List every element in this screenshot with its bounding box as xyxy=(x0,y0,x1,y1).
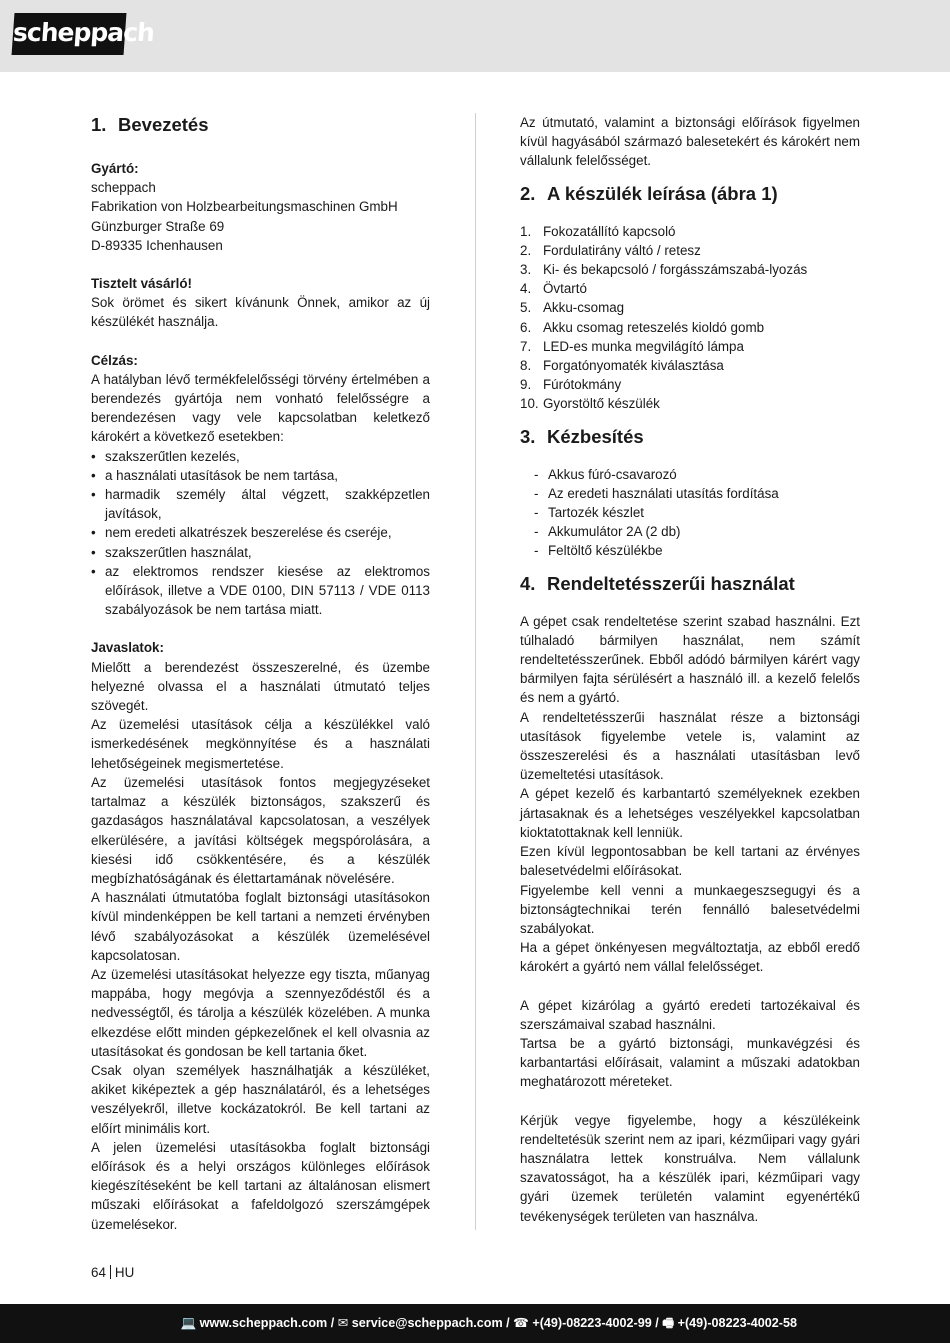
use-paragraph: Ha a gépet önkényesen megváltoztatja, az ebből eredő károkért a gyártó nem vállal felelősséget. xyxy=(520,940,860,975)
liability-intro: Az útmutató, valamint a biztonsági előírások figyelmen kívül hagyásából származó balesetekért és károkért nem vállalunk felelősséget. xyxy=(520,115,860,169)
list-item: - Akkus fúró-csavarozó xyxy=(534,465,860,484)
use-paragraph: A gépet kezelő és karbantartó személyeknek ezekben jártasaknak és a lehetséges veszélyekkel kapcsolatban kioktatottaknak kell lenniük. xyxy=(520,786,860,840)
contact-info: 💻 www.scheppach.com / ✉ service@scheppach.com / ☎ +(49)-08223-4002-99 / 🖷 +(49)-08223-4002-58 xyxy=(180,1316,797,1330)
advice-paragraph: Csak olyan személyek használhatják a készüléket, akiket kiképeztek a gép használatáról, és a lehetséges veszélyekről, illetve kockázatokról. Be kell tartani az előírt minimális kort. xyxy=(91,1062,430,1136)
list-item: • harmadik személy által végzett, szakképzetlen javítások, xyxy=(91,485,430,523)
left-column xyxy=(91,113,430,1234)
page-number: 64 HU xyxy=(91,1265,135,1280)
scheppach-logo: scheppach xyxy=(12,13,127,55)
list-item: • nem eredeti alkatrészek beszerelése és cseréje, xyxy=(91,523,430,542)
list-item: • a használati utasítások be nem tartása, xyxy=(91,466,430,485)
list-item: • szakszerűtlen használat, xyxy=(91,543,430,562)
list-item: - Tartozék készlet xyxy=(534,503,860,522)
list-item: 3. Ki- és bekapcsoló / forgásszámszabá-lyozás xyxy=(520,262,808,278)
list-item: - Az eredeti használati utasítás fordítása xyxy=(534,484,860,503)
list-item: 4. Övtartó xyxy=(520,281,587,297)
list-item: 6. Akku csomag reteszelés kioldó gomb xyxy=(520,319,765,335)
use-paragraph: Ezen kívül legpontosabban be kell tartani az érvényes balesetvédelmi előírásokat. xyxy=(520,844,860,879)
use-paragraph: Tartsa be a gyártó biztonsági, munkavégzési és karbantartási előírásait, valamint a műszaki adatokban meghatározott méreteket. xyxy=(520,1035,860,1090)
advice-paragraph: A jelen üzemelési utasításokba foglalt biztonsági előírások és a helyi országos különleges előírások kiegészítéseként be kell tartani az általánosan elismert műszaki előírásokat a fafeldolgozó szerszámgépek üzemelésekor. xyxy=(91,1139,430,1232)
advice-paragraph: Az üzemelési utasítások célja a készülékkel való ismerkedésének megkönnyítése és a használati lehetőségeinek megismertetése. xyxy=(91,717,430,771)
list-item: - Akkumulátor 2A (2 db) xyxy=(534,522,860,541)
purpose-text: A hatályban lévő termékfelelősségi törvény értelmében a berendezés gyártója nem vonható felelősségre a berendezésen vagy vele kapcsolatban keletkező károkért a következő esetekben: xyxy=(91,371,430,445)
manufacturer-label: Gyártó: xyxy=(91,161,139,176)
right-column xyxy=(520,113,860,1226)
list-item: 9. Fúrótokmány xyxy=(520,377,622,393)
section-2-heading: 2. A készülék leírása (ábra 1) xyxy=(520,182,778,204)
advice-paragraph: Az üzemelési utasítások fontos megjegyzéseket tartalmaz a készülék biztonságos, szakszerű és gazdaságos használatával kapcsolatosan, a veszélyek elkerülésére, a javítási költségek megspórolására, a kiesési idő csökkentésére, és a készülék megbízhatóságának és élettartamának növelésére. xyxy=(91,774,430,886)
use-paragraph: Figyelembe kell venni a munkaegeszsegugyi és a biztonságtechnikai terén fennálló balesetvédelmi szabályokat. xyxy=(520,882,860,936)
purpose-list xyxy=(91,447,430,620)
parts-list xyxy=(520,222,860,414)
list-item: - Feltöltő készülékbe xyxy=(534,541,860,560)
section-1-heading: 1. Bevezetés xyxy=(91,114,209,135)
section-4-heading: 4. Rendeltetésszerűi használat xyxy=(520,572,795,594)
contact-footer xyxy=(0,1304,950,1343)
section-3-heading: 3. Kézbesítés xyxy=(520,425,644,447)
advice-paragraph: Az üzemelési utasításokat helyezze egy tiszta, műanyag mappába, hogy megóvja a szennyeződéstől és a nedvességtől, és tárolja a készülék közelében. A munka elkezdése előtt minden gépkezelőnek el kell olvasnia az utasításokat és gondosan be kell tartania őket. xyxy=(91,966,430,1059)
use-paragraph: A gépet kizárólag a gyártó eredeti tartozékaival és szerszámaival szabad használni. xyxy=(520,997,860,1032)
use-paragraph: A gépet csak rendeltetése szerint szabad használni. Ezt túlhaladó bármilyen használat, nem számít rendeltetésszerűnek. Ebből adódó bármilyen kárért vagy bármilyen fajta sérülésért a használó ill. a kezelő felelős és nem a gyártó. xyxy=(520,613,860,706)
list-item: 7. LED-es munka megvilágító lámpa xyxy=(520,338,744,354)
manufacturer-address: scheppach Fabrikation von Holzbearbeitungsmaschinen GmbH Günzburger Straße 69 D-89335 Ichenhausen xyxy=(91,180,398,253)
dear-customer-text: Sok örömet és sikert kívánunk Önnek, amikor az új készülékét használja. xyxy=(91,295,430,330)
list-item: • az elektromos rendszer kiesése az elektromos előírások, illetve a VDE 0100, DIN 57113 / VDE 0113 szabályozások be nem tartása miatt. xyxy=(91,562,430,620)
dear-customer-label: Tisztelt vásárló! xyxy=(91,276,192,292)
list-item: 2. Fordulatirány váltó / retesz xyxy=(520,242,701,258)
use-paragraph: Kérjük vegye figyelembe, hogy a készülékeink rendeltetésük szerint nem az ipari, kézműipari vagy gyári használatra lettek konstruálva. Nem vállalunk szavatosságot, ha a készülék ipari, kézműipari vagy gyári üzemek területén valamint egyenértékű tevékenységek területen van használva. xyxy=(520,1112,860,1224)
list-item: 10. Gyorstöltő készülék xyxy=(520,396,660,412)
column-divider xyxy=(475,113,476,1230)
list-item: 1. Fokozatállító kapcsoló xyxy=(520,223,676,239)
list-item: 5. Akku-csomag xyxy=(520,300,625,316)
list-item: • szakszerűtlen kezelés, xyxy=(91,447,430,466)
purpose-label: Célzás: xyxy=(91,352,138,368)
advice-paragraph: A használati útmutatóba foglalt biztonsági utasításokon kívül mindenképpen be kell tartani a nemzeti érvényben lévő szabályozásokat a készülék üzemelésével kapcsolatosan. xyxy=(91,890,430,963)
page-header xyxy=(0,0,950,72)
use-paragraph: A rendeltetésszerűi használat része a biztonsági utasítások figyelembe vetele is, valamint az összeszerelési és a használati utasításban levő üzemeltetési utasítások. xyxy=(520,709,860,783)
list-item: 8. Forgatónyomaték kiválasztása xyxy=(520,358,724,374)
advice-paragraph: Mielőtt a berendezést összeszerelné, és üzembe helyezné olvassa el a használati útmutató teljes szövegét. xyxy=(91,659,430,714)
delivery-list xyxy=(520,465,860,561)
advice-label: Javaslatok: xyxy=(91,640,164,656)
